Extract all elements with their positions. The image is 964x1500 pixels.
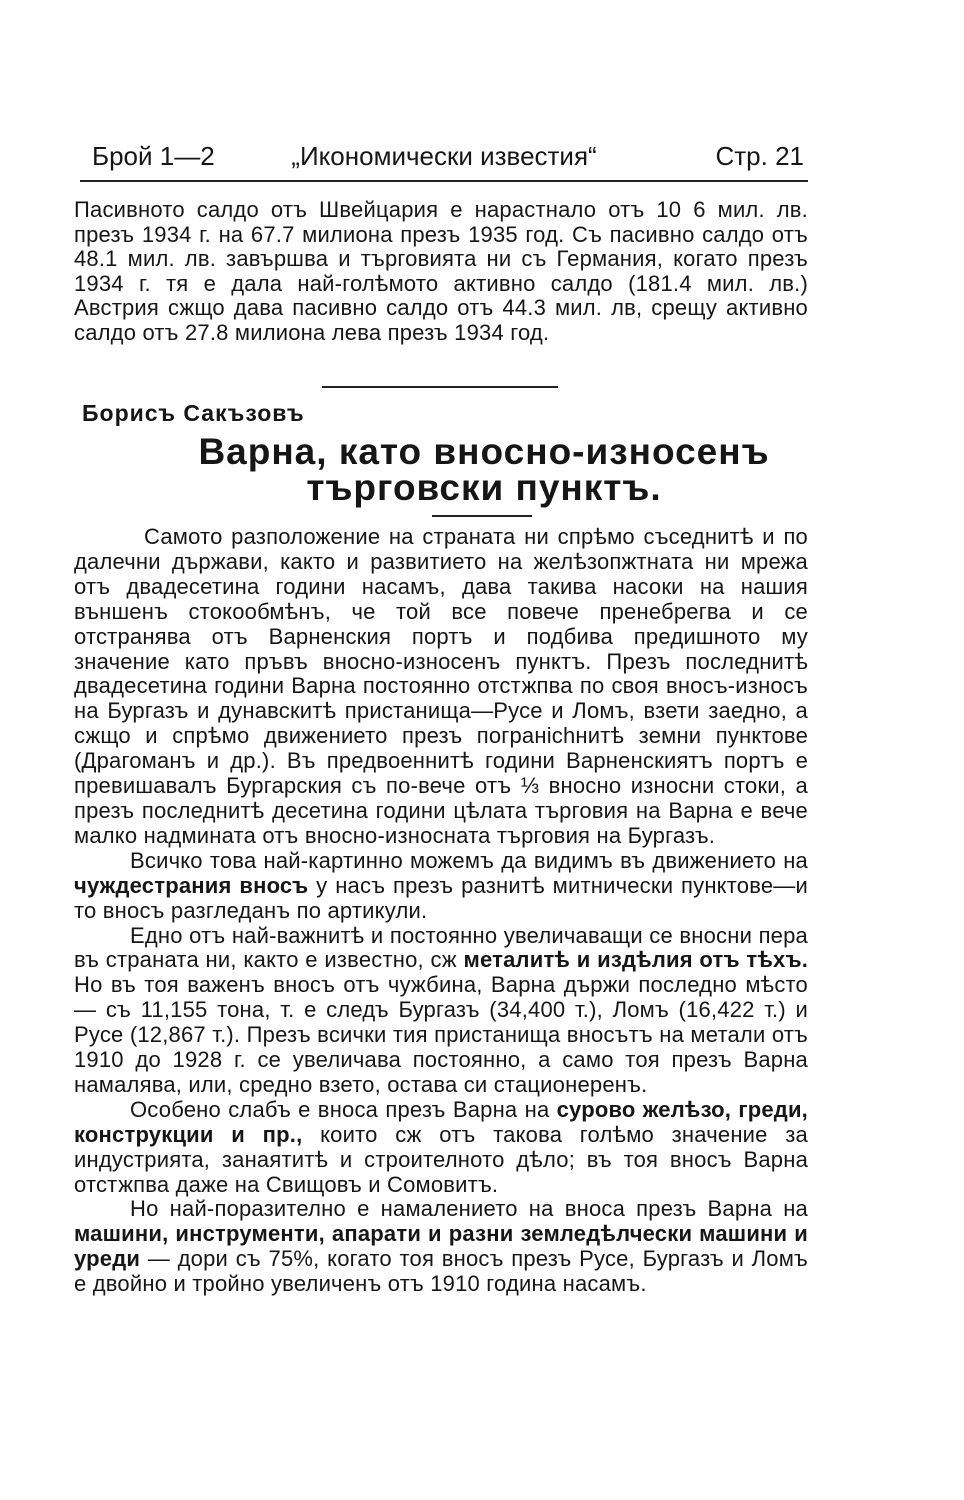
article-title-line-2: търговски пунктъ. [306,467,662,508]
issue-number: Брой 1—2 [92,141,215,171]
journal-title: „Икономически известия“ [291,141,597,171]
article-title-line-1: Варна, като вносно-износенъ [198,431,770,472]
paragraph-2-text-end: у насъ презъ разнитѣ митнически пунктове—и то вносъ разгледанъ по артикули. [74,872,808,923]
paragraph-2-emphasis: чуждестрания вносъ [74,872,309,898]
paragraph-5-text-end: — дори съ 75%, когато тоя вносъ презъ Русе, Бургазъ и Ломъ е двойно и тройно увеличенъ отъ 1910 година насамъ. [74,1246,808,1297]
paragraph-5-text: Но най-поразително е намалението на вноса презъ Варна на [130,1196,808,1222]
paragraph-4-text-end: които сж отъ такова голѣмо значение за индустрията, занаятитѣ и строителното дѣло; въ тоя вносъ Варна отстжпва даже на Свищовъ и Сомовитъ. [74,1121,808,1197]
paragraph-4-emphasis: сурово желѣзо, греди, конструкции и пр., [74,1096,808,1147]
page-number: Стр. 21 [715,141,804,171]
paragraph-4 [74,1098,808,1198]
paragraph-4-text: Особено слабъ е вноса презъ Варна на [130,1096,557,1122]
title-divider [432,515,532,517]
running-header [80,136,808,182]
paragraph-2 [74,849,808,924]
section-divider [322,386,558,388]
article-author: Борисъ Сакъзовъ [82,400,305,426]
paragraph-3-text-end: Но въ тоя важенъ вносъ отъ чужбина, Варна държи последно мѣсто — съ 11,155 тона, т. е следъ Бургазъ (34,400 т.), Ломъ (16,422 т.) и Русе (12,867 т.). Презъ всички тия пристанища вносътъ на метали отъ 1910 до 1928 г. се увеличава постоянно, а само тоя презъ Варна намалява, или, средно взето, остава си стационеренъ. [74,972,808,1097]
intro-paragraph: Пасивното салдо отъ Швейцария е нарастнало отъ 10 6 мил. лв. презъ 1934 г. на 67.7 милиона презъ 1935 год. Съ пасивно салдо отъ 48.1 мил. лв. завършва и търговията ни съ Германия, когато презъ 1934 г. тя е дала най-голѣмото активно салдо (181.4 мил. лв.) Австрия сжщо дава пасивно салдо отъ 44.3 мил. лв, срещу активно салдо отъ 27.8 милиона лева презъ 1934 год. [74,197,808,345]
paragraph-5 [74,1197,808,1297]
paragraph-3 [74,924,808,1098]
article-body [74,525,808,1297]
paragraph-3-emphasis: металитѣ и издѣлия отъ тѣхъ. [463,947,809,973]
paragraph-3-text: Едно отъ най-важнитѣ и постоянно увеличаващи се вносни пера въ страната ни, както е известно, сж [74,922,808,973]
paragraph-5-emphasis: машини, инструменти, апарати и разни земледѣлчески машини и уреди [74,1221,808,1272]
paragraph-2-text: Всичко това най-картинно можемъ да видимъ въ движението на [130,847,808,873]
paragraph-1: Самото разположение на страната ни спрѣмо съседнитѣ и по далечни държави, както и развитието на желѣзопжтната ни мрежа отъ двадесетина години насамъ, дава такива насоки на нашия външенъ стокообмѣнъ, че той все повече пренебрегва и се отстранява отъ Варненския портъ и подбива предишното му значение като пръвъ вносно-износенъ пунктъ. Презъ последнитѣ двадесетина години Варна постоянно отстжпва по своя вносъ-износъ на Бургазъ и дунавскитѣ пристанища—Русе и Ломъ, взети заедно, а сжщо и спрѣмо движението презъ погранichнитѣ земни пунктове (Драгоманъ и др.). Въ предвоеннитѣ години Варненскиятъ портъ е превишавалъ Бургарския съ по-вече отъ ⅓ вносно износни стоки, а презъ последнитѣ десетина години цѣлата търговия на Варна е вече малко надмината отъ вносно-износната търговия на Бургазъ. [74,524,808,848]
article-title [74,431,894,508]
